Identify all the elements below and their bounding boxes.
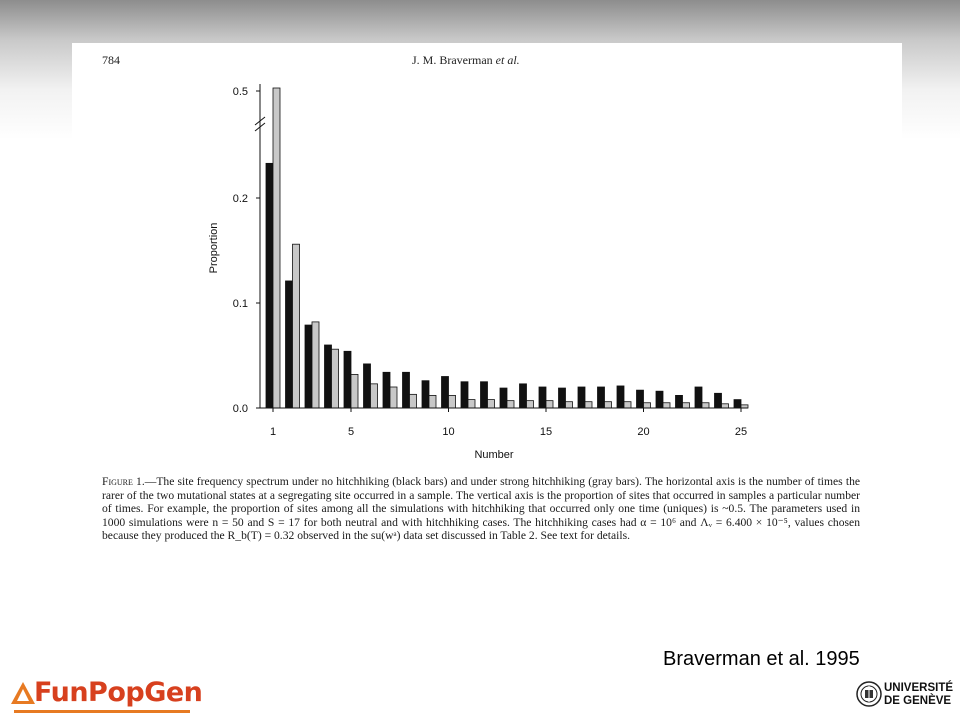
black-bar-23 xyxy=(695,387,702,408)
gray-bar-15 xyxy=(546,401,553,408)
triangle-logo-icon xyxy=(10,680,36,706)
gray-bar-4 xyxy=(332,349,339,408)
caption-text: The site frequency spectrum under no hitchhiking (black bars) and under strong hitchhiking (gray bars). The horizontal axis is the number of times the rarer of the two mutational states at a segregating site occurred in a sample. The vertical axis is the proportion of sites that occurred in samples a particular number of times. For example, the proportion of sites among all the simulations with hitchhiking that occurred only one time (uniques) is ~0.5. The parameters used in 1000 simulations were n = 50 and S = 17 for both neutral and with hitchhiking cases. The hitchhiking cases had α = 10⁶ and Λᵥ = 6.400 × 10⁻⁵, values chosen because they produced the R_b(T) = 0.32 observed in the su(wᵃ) data set discussed in Table 2. See text for details. xyxy=(102,475,861,543)
gray-bar-5 xyxy=(351,374,358,408)
gray-bar-24 xyxy=(722,404,729,408)
black-bar-5 xyxy=(344,351,351,408)
gray-bar-14 xyxy=(527,401,534,408)
gray-bar-16 xyxy=(566,402,573,408)
x-tick-label: 1 xyxy=(269,426,277,438)
y-tick-label: 0.0 xyxy=(232,403,248,415)
x-tick-label: 5 xyxy=(347,426,355,438)
black-bar-13 xyxy=(500,388,507,408)
black-bar-14 xyxy=(520,384,527,408)
running-head-author: J. M. Braverman xyxy=(412,53,493,67)
figure-label: Figure 1. xyxy=(102,475,145,488)
x-tick-label: 20 xyxy=(637,426,650,438)
university-line-2: DE GENÈVE xyxy=(884,694,952,707)
university-seal-icon xyxy=(856,681,882,707)
gray-bar-9 xyxy=(429,395,436,408)
black-bar-8 xyxy=(403,372,410,408)
y-tick-label: 0.1 xyxy=(232,298,248,310)
university-line-1: UNIVERSITÉ xyxy=(884,682,954,694)
gray-bar-21 xyxy=(663,403,670,408)
university-name xyxy=(884,682,953,707)
black-bar-24 xyxy=(715,393,722,408)
y-axis-label: Proportion xyxy=(208,222,220,274)
paper-page-scan xyxy=(72,43,902,603)
black-bar-2 xyxy=(286,281,293,408)
figure-caption xyxy=(102,475,860,543)
citation-text: Braverman et al. 1995 xyxy=(663,648,860,670)
black-bar-6 xyxy=(364,364,371,408)
black-bar-15 xyxy=(539,387,546,408)
logo-underline xyxy=(14,710,190,713)
black-bar-10 xyxy=(442,377,449,409)
page-number: 784 xyxy=(102,53,120,67)
black-bar-25 xyxy=(734,400,741,408)
gray-bar-17 xyxy=(585,402,592,408)
gray-bar-12 xyxy=(488,400,495,408)
black-bar-1 xyxy=(266,163,273,408)
gray-bar-22 xyxy=(683,403,690,408)
black-bar-7 xyxy=(383,372,390,408)
gray-bar-6 xyxy=(371,384,378,408)
black-bar-19 xyxy=(617,386,624,408)
gray-bar-10 xyxy=(449,395,456,408)
black-bar-12 xyxy=(481,382,488,408)
x-tick-label: 15 xyxy=(539,426,553,438)
gray-bar-19 xyxy=(624,402,631,408)
gray-bar-23 xyxy=(702,403,709,408)
gray-bar-8 xyxy=(410,394,417,408)
black-bar-11 xyxy=(461,382,468,408)
black-bar-9 xyxy=(422,381,429,408)
caption-dash: — xyxy=(144,475,157,488)
black-bar-20 xyxy=(637,390,644,408)
gray-bar-1 xyxy=(273,88,280,408)
running-head-etal: et al. xyxy=(495,53,520,67)
gray-bar-13 xyxy=(507,401,514,408)
black-bar-3 xyxy=(305,325,312,408)
gray-bar-11 xyxy=(468,400,475,408)
gray-bar-3 xyxy=(312,322,319,408)
x-axis-label: Number xyxy=(474,449,514,461)
black-bar-22 xyxy=(676,395,683,408)
black-bar-4 xyxy=(325,345,332,408)
black-bar-16 xyxy=(559,388,566,408)
gray-bar-18 xyxy=(605,402,612,408)
chart-bars xyxy=(266,88,748,408)
x-tick-label: 25 xyxy=(734,426,748,438)
black-bar-21 xyxy=(656,391,663,408)
logo-text: FunPopGen xyxy=(34,677,203,708)
y-tick-label: 0.2 xyxy=(232,193,248,205)
site-frequency-chart xyxy=(72,43,902,463)
y-tick-label-break: 0.5 xyxy=(232,86,248,98)
gray-bar-7 xyxy=(390,387,397,408)
black-bar-18 xyxy=(598,387,605,408)
x-tick-label: 10 xyxy=(442,426,455,438)
gray-bar-20 xyxy=(644,403,651,408)
black-bar-17 xyxy=(578,387,585,408)
gray-bar-2 xyxy=(293,244,300,408)
